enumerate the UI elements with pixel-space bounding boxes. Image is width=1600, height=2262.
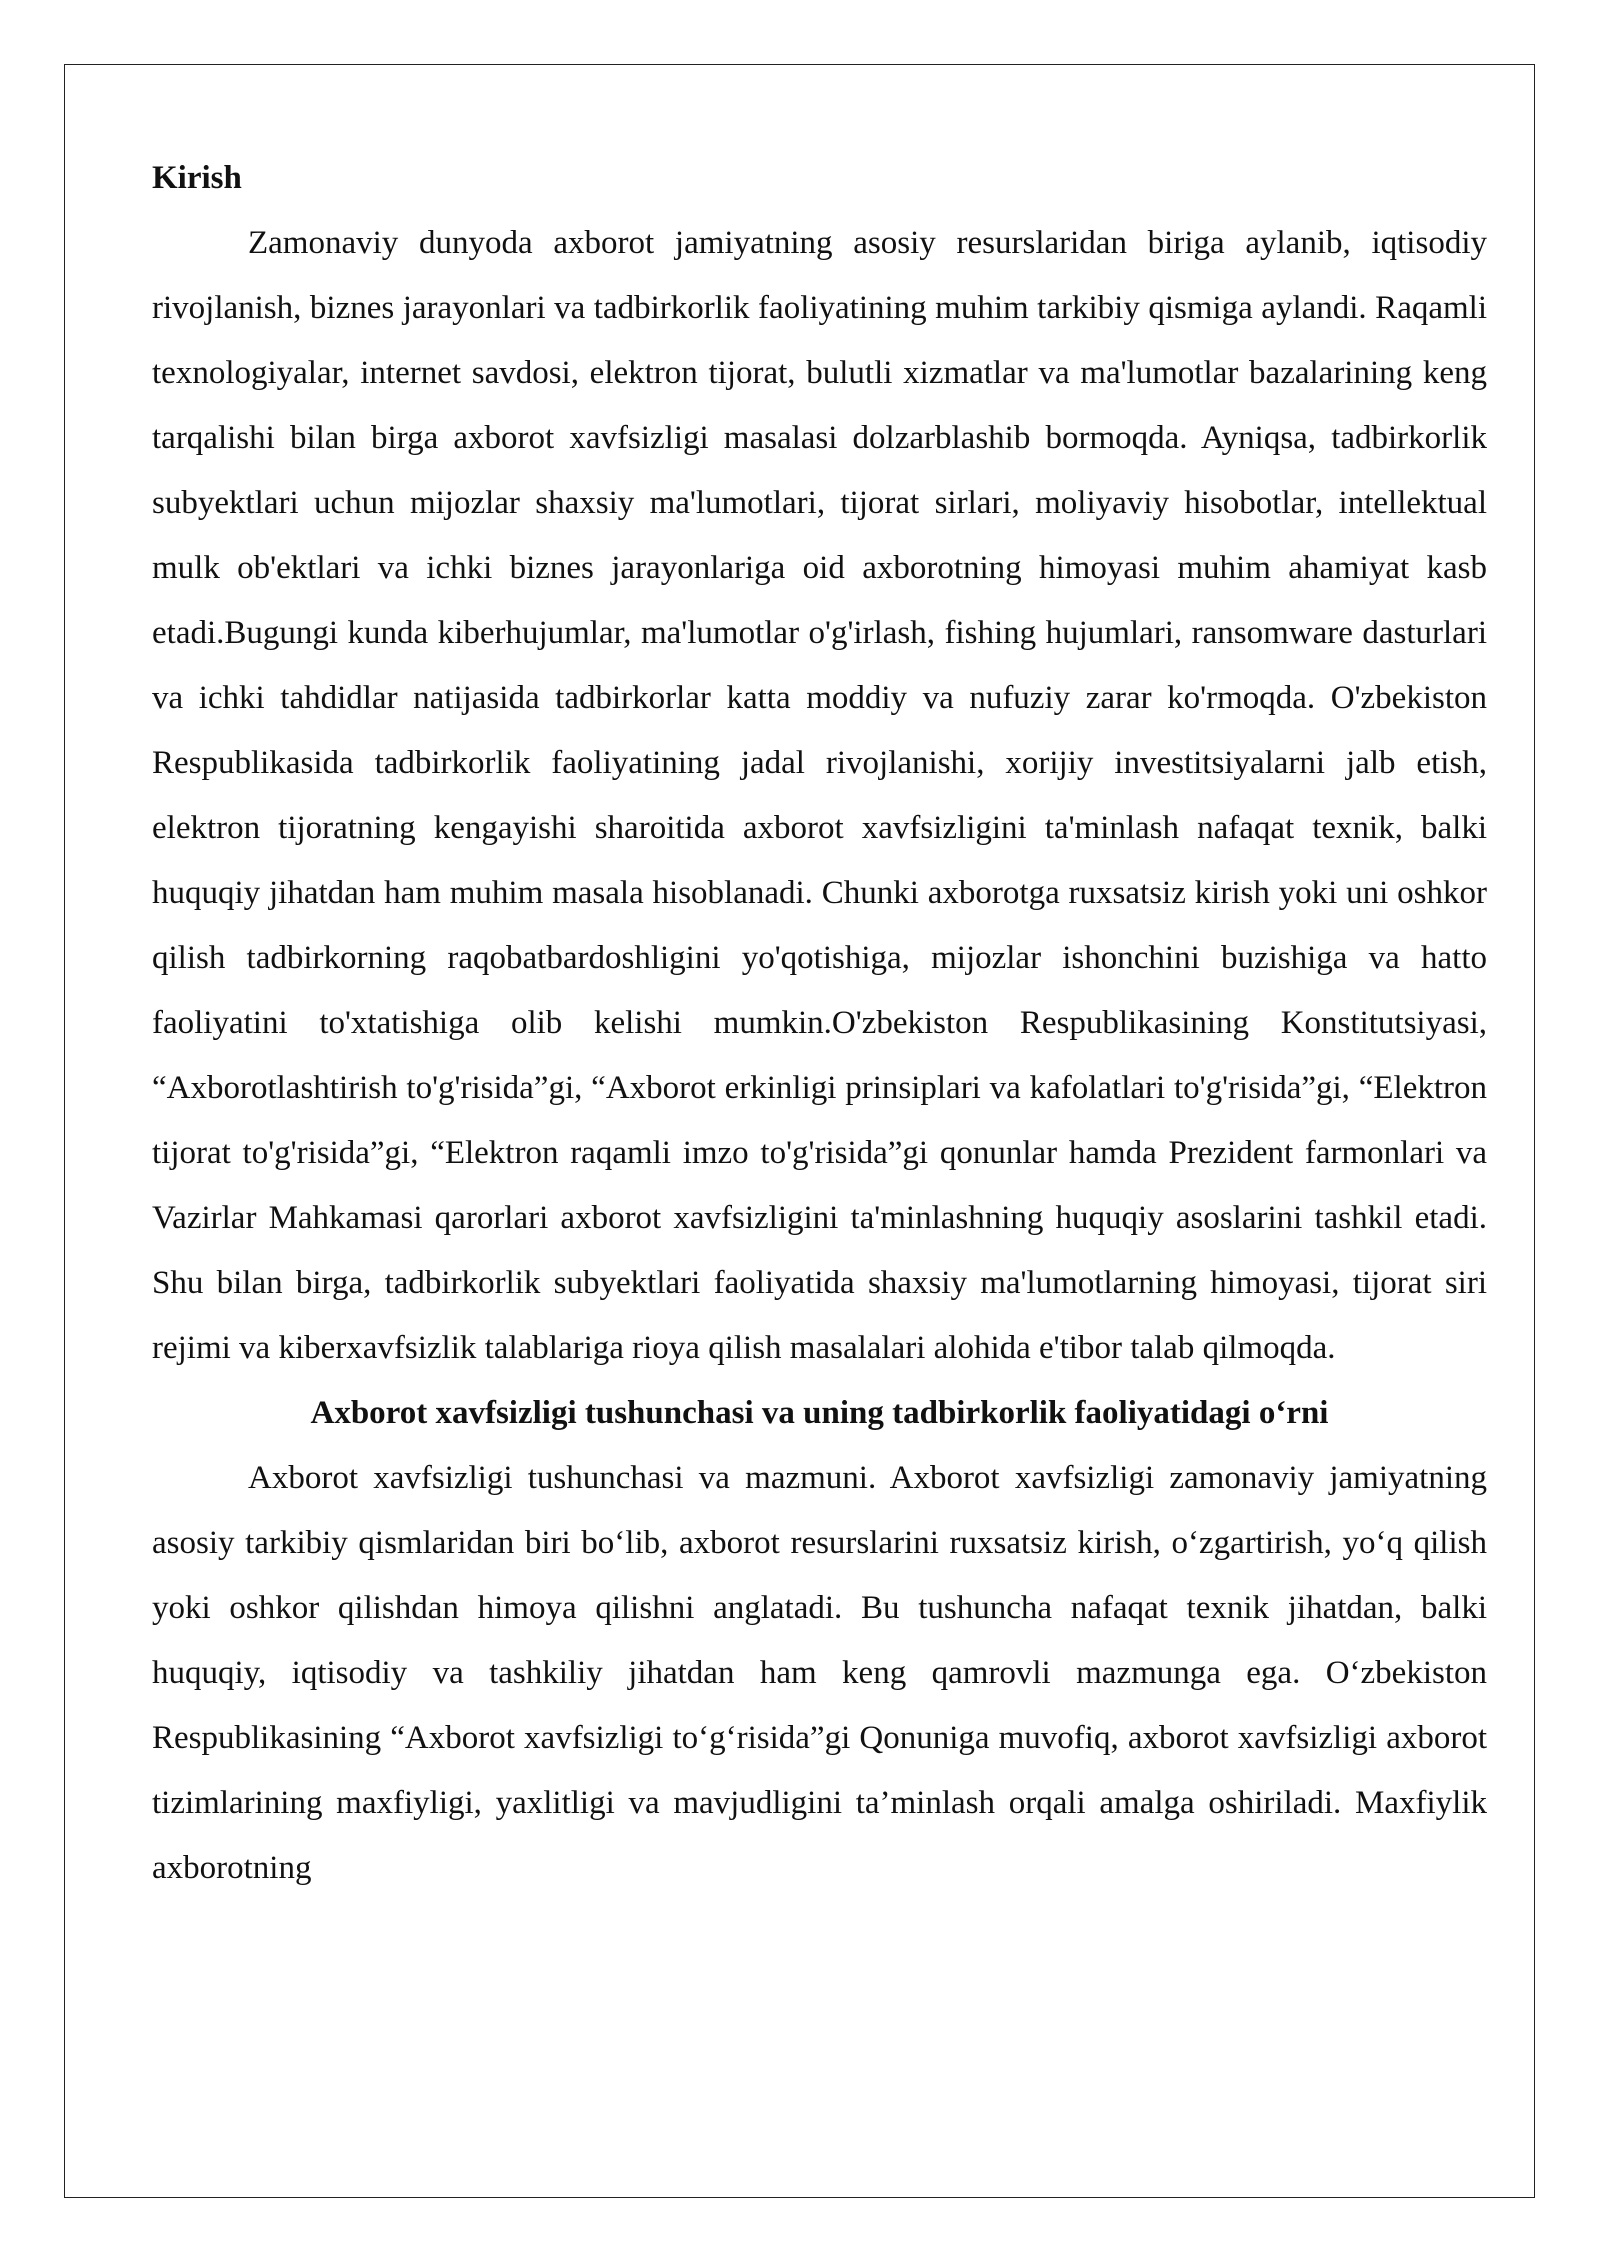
intro-heading: Kirish [152, 160, 242, 196]
document-body [152, 146, 1487, 1901]
section-paragraph: Axborot xavfsizligi tushunchasi va mazmuni. Axborot xavfsizligi zamonaviy jamiyatning asosiy tarkibiy qismlaridan biri bo‘lib, axborot resurslarini ruxsatsiz kirish, o‘zgartirish, yo‘q qilish yoki oshkor qilishdan himoya qilishni anglatadi. Bu tushuncha nafaqat texnik jihatdan, balki huquqiy, iqtisodiy va tashkiliy jihatdan ham keng qamrovli mazmunga ega. O‘zbekiston Respublikasining “Axborot xavfsizligi to‘g‘risida”gi Qonuniga muvofiq, axborot xavfsizligi axborot tizimlarining maxfiyligi, yaxlitligi va mavjudligini ta’minlash orqali amalga oshiriladi. Maxfiylik axborotning [152, 1460, 1487, 1886]
section-heading: Axborot xavfsizligi tushunchasi va uning tadbirkorlik faoliyatidagi o‘rni [310, 1395, 1329, 1431]
intro-paragraph: Zamonaviy dunyoda axborot jamiyatning asosiy resurslaridan biriga aylanib, iqtisodiy rivojlanish, biznes jarayonlari va tadbirkorlik faoliyatining muhim tarkibiy qismiga aylandi. Raqamli texnologiyalar, internet savdosi, elektron tijorat, bulutli xizmatlar va ma'lumotlar bazalarining keng tarqalishi bilan birga axborot xavfsizligi masalasi dolzarblashib bormoqda. Ayniqsa, tadbirkorlik subyektlari uchun mijozlar shaxsiy ma'lumotlari, tijorat sirlari, moliyaviy hisobotlar, intellektual mulk ob'ektlari va ichki biznes jarayonlariga oid axborotning himoyasi muhim ahamiyat kasb etadi.Bugungi kunda kiberhujumlar, ma'lumotlar o'g'irlash, fishing hujumlari, ransomware dasturlari va ichki tahdidlar natijasida tadbirkorlar katta moddiy va nufuziy zarar ko'rmoqda. O'zbekiston Respublikasida tadbirkorlik faoliyatining jadal rivojlanishi, xorijiy investitsiyalarni jalb etish, elektron tijoratning kengayishi sharoitida axborot xavfsizligini ta'minlash nafaqat texnik, balki huquqiy jihatdan ham muhim masala hisoblanadi. Chunki axborotga ruxsatsiz kirish yoki uni oshkor qilish tadbirkorning raqobatbardoshligini yo'qotishiga, mijozlar ishonchini buzishiga va hatto faoliyatini to'xtatishiga olib kelishi mumkin.O'zbekiston Respublikasining Konstitutsiyasi, “Axborotlashtirish to'g'risida”gi, “Axborot erkinligi prinsiplari va kafolatlari to'g'risida”gi, “Elektron tijorat to'g'risida”gi, “Elektron raqamli imzo to'g'risida”gi qonunlar hamda Prezident farmonlari va Vazirlar Mahkamasi qarorlari axborot xavfsizligini ta'minlashning huquqiy asoslarini tashkil etadi. Shu bilan birga, tadbirkorlik subyektlari faoliyatida shaxsiy ma'lumotlarning himoyasi, tijorat siri rejimi va kiberxavfsizlik talablariga rioya qilish masalalari alohida e'tibor talab qilmoqda. [152, 225, 1487, 1366]
